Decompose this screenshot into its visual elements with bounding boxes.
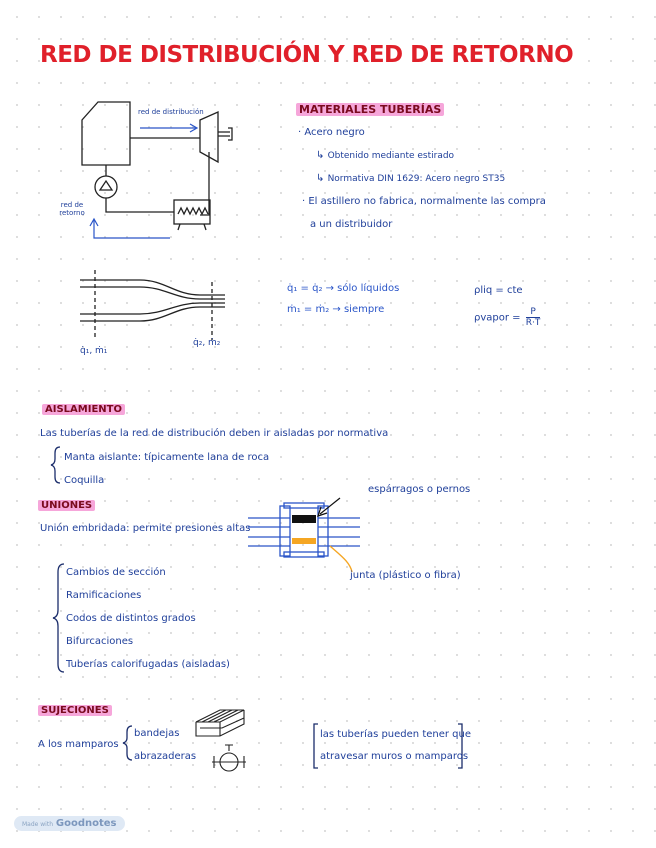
- cable-tray-icon: [196, 710, 244, 736]
- circuit-diagram: [82, 102, 232, 230]
- unions-list-item: Tuberías calorifugadas (aisladas): [66, 659, 230, 670]
- turbine-return-pipe: [200, 152, 209, 215]
- pipe-label-left: q̇₁, ṁ₁: [80, 346, 108, 356]
- materials-sub-1: ↳ Obtenido mediante estirado: [316, 150, 455, 161]
- pipe-clamp-icon: [212, 745, 246, 771]
- gasket-shape: [292, 538, 316, 544]
- pump-icon: [95, 176, 117, 198]
- label-gasket: junta (plástico o fibra): [350, 570, 461, 581]
- materials-heading: MATERIALES TUBERÍAS: [296, 103, 444, 116]
- insulation-brace: [51, 447, 60, 483]
- flange-diagram: [248, 503, 360, 557]
- unions-list-item: Ramificaciones: [66, 590, 142, 601]
- insulation-text: Las tuberías de la red de distribución deben ir aisladas por normativa: [40, 428, 389, 439]
- return-pipe: [106, 198, 174, 212]
- materials-item-1: · Acero negro: [298, 127, 365, 138]
- supports-heading: SUJECIONES: [38, 705, 112, 716]
- insulation-heading: AISLAMIENTO: [42, 404, 125, 415]
- gasket-arrow: [330, 546, 352, 572]
- supports-option-trays: bandejas: [134, 728, 180, 739]
- supports-brace: [123, 726, 132, 760]
- unions-heading: UNIONES: [38, 500, 95, 511]
- equation-density-liquid: ρliq = cte: [474, 285, 523, 296]
- label-bolts: espárragos o pernos: [368, 484, 471, 495]
- materials-item-2: · El astillero no fabrica, normalmente las compra: [302, 196, 546, 207]
- equation-mass: ṁ₁ = ṁ₂ → siempre: [287, 304, 385, 315]
- equation-density-vapor: ρvapor = $\frac{P}{R\cdot T}$: [474, 307, 541, 328]
- label-distribution: red de distribución: [138, 108, 204, 116]
- insulation-item-2: Coquilla: [64, 475, 105, 486]
- page-title: RED DE DISTRIBUCIÓN Y RED DE RETORNO: [40, 42, 574, 68]
- supports-note-line-1: las tuberías pueden tener que: [320, 729, 472, 740]
- unions-list-item: Bifurcaciones: [66, 636, 134, 647]
- unions-brace: [53, 564, 64, 672]
- supports-option-clamps: abrazaderas: [134, 751, 197, 762]
- pipe-reduction-diagram: [80, 270, 225, 340]
- bolt-shape: [292, 515, 316, 523]
- supports-note-line-2: atravesar muros o mamparos: [320, 751, 469, 762]
- pipe-label-right: q̇₂, ṁ₂: [193, 338, 221, 348]
- unions-text: Unión embridada: permite presiones altas: [40, 523, 251, 534]
- boiler-shape: [82, 102, 130, 165]
- equation-flow: q̇₁ = q̇₂ → sólo líquidos: [287, 283, 400, 294]
- insulation-item-1: Manta aislante: típicamente lana de roca: [64, 452, 270, 463]
- materials-item-2-cont: a un distribuidor: [310, 219, 393, 230]
- unions-list-item: Codos de distintos grados: [66, 613, 196, 624]
- label-return: red de retorno: [59, 201, 85, 217]
- supports-text: A los mamparos: [38, 739, 119, 750]
- goodnotes-watermark: Made with Goodnotes: [14, 816, 125, 831]
- unions-list-item: Cambios de sección: [66, 567, 166, 578]
- materials-sub-2: ↳ Normativa DIN 1629: Acero negro ST35: [316, 173, 506, 184]
